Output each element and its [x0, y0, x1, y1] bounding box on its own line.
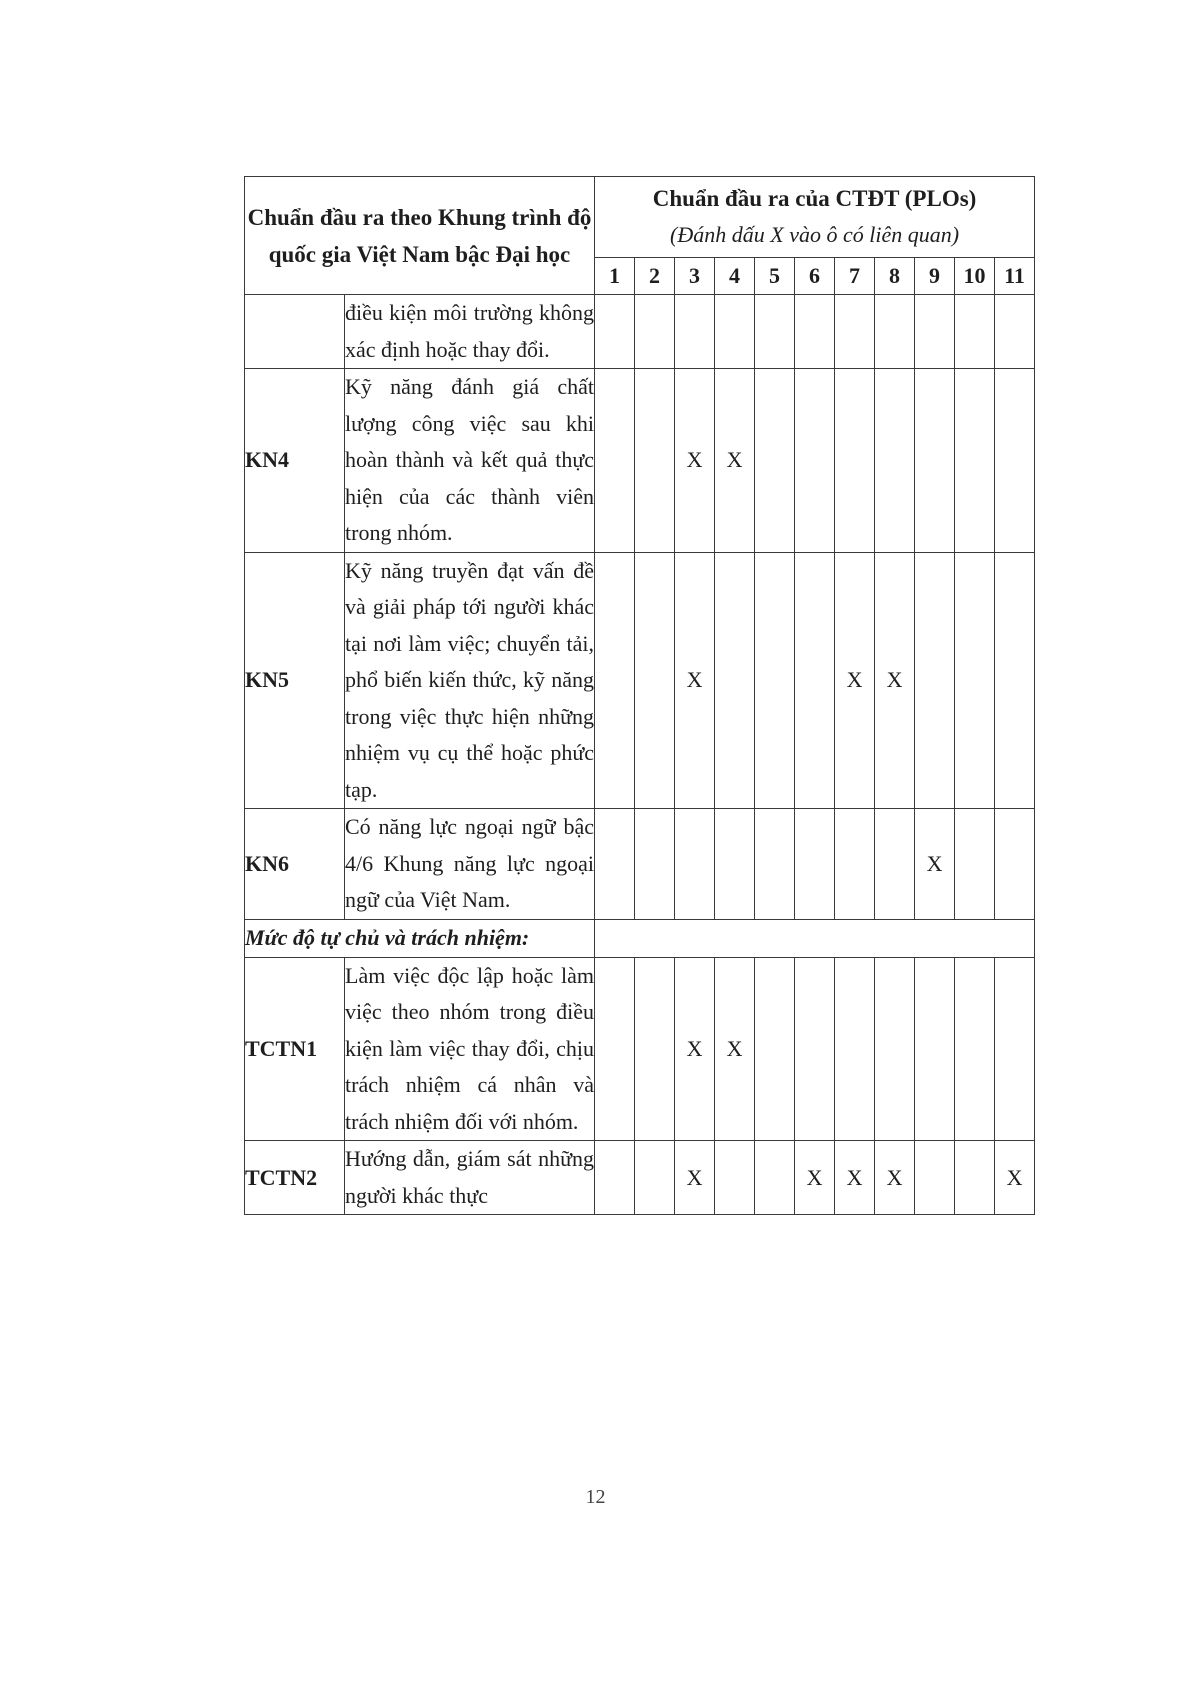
outcome-description: Kỹ năng đánh giá chất lượng công việc sau khi hoàn thành và kết quả thực hiện của các thành viên trong nhóm.: [345, 369, 595, 553]
plo-mark: [675, 809, 715, 920]
table-row: [245, 1141, 1035, 1215]
plo-mark: X: [835, 1141, 875, 1215]
plo-mark: [715, 809, 755, 920]
plo-mark: [755, 552, 795, 809]
plo-mark: [915, 1141, 955, 1215]
plo-mark: [835, 369, 875, 553]
plo-mark: [595, 369, 635, 553]
outcome-code: KN4: [245, 369, 345, 553]
plo-mark: [915, 369, 955, 553]
plo-mark: [795, 552, 835, 809]
plo-mark: X: [995, 1141, 1035, 1215]
outcome-description: Hướng dẫn, giám sát những người khác thực: [345, 1141, 595, 1215]
table-row: [245, 957, 1035, 1141]
plo-mark: [995, 957, 1035, 1141]
plo-header-subtitle: (Đánh dấu X vào ô có liên quan): [670, 222, 960, 247]
plo-mark: [835, 295, 875, 369]
section-heading: Mức độ tự chủ và trách nhiệm:: [245, 919, 595, 957]
outcome-description: Có năng lực ngoại ngữ bậc 4/6 Khung năng lực ngoại ngữ của Việt Nam.: [345, 809, 595, 920]
plo-mark: X: [715, 369, 755, 553]
plo-mark: [875, 957, 915, 1141]
plo-mark: [635, 809, 675, 920]
plo-mark: [595, 957, 635, 1141]
plo-mark: [875, 809, 915, 920]
plo-number: 11: [995, 258, 1035, 295]
plo-number: 9: [915, 258, 955, 295]
plo-mark: X: [915, 809, 955, 920]
plo-mark: [955, 809, 995, 920]
outcome-description: điều kiện môi trường không xác định hoặc thay đổi.: [345, 295, 595, 369]
plo-number: 8: [875, 258, 915, 295]
plo-mark: [915, 552, 955, 809]
plo-mark: [875, 295, 915, 369]
plo-mark: [635, 369, 675, 553]
plo-mark: [635, 552, 675, 809]
plo-mark: [595, 809, 635, 920]
plo-mark: [995, 369, 1035, 553]
table-row: [245, 552, 1035, 809]
plo-mark: [635, 1141, 675, 1215]
plo-mark: X: [875, 552, 915, 809]
plo-mark: [795, 809, 835, 920]
outcome-code: [245, 295, 345, 369]
plo-mark: [795, 295, 835, 369]
plo-mark: [595, 552, 635, 809]
plo-mark: X: [835, 552, 875, 809]
plo-mark: [715, 295, 755, 369]
plo-mapping-table: [244, 176, 1035, 1215]
plo-mark: [715, 1141, 755, 1215]
table-row: [245, 369, 1035, 553]
plo-mark: [755, 369, 795, 553]
plo-mark: X: [675, 552, 715, 809]
plo-mark: [955, 1141, 995, 1215]
plo-mark: [755, 1141, 795, 1215]
plo-header: [595, 177, 1035, 258]
plo-number: 10: [955, 258, 995, 295]
plo-mark: [635, 295, 675, 369]
outcome-code: KN6: [245, 809, 345, 920]
plo-mark: [755, 957, 795, 1141]
plo-mark: [955, 957, 995, 1141]
plo-mark: [915, 295, 955, 369]
plo-number: 4: [715, 258, 755, 295]
plo-mark: X: [675, 369, 715, 553]
outcome-description: Kỹ năng truyền đạt vấn đề và giải pháp tới người khác tại nơi làm việc; chuyển tải, phổ biến kiến thức, kỹ năng trong việc thực hiện những nhiệm vụ cụ thể hoặc phức tạp.: [345, 552, 595, 809]
plo-mark: [955, 369, 995, 553]
plo-mark: [595, 1141, 635, 1215]
plo-mark: [835, 957, 875, 1141]
plo-number: 6: [795, 258, 835, 295]
plo-mark: X: [875, 1141, 915, 1215]
plo-mark: [755, 295, 795, 369]
plo-mark: X: [675, 1141, 715, 1215]
plo-mark: [675, 295, 715, 369]
outcome-code: TCTN2: [245, 1141, 345, 1215]
plo-mark: [995, 809, 1035, 920]
plo-number: 1: [595, 258, 635, 295]
outcome-code: TCTN1: [245, 957, 345, 1141]
outcome-code: KN5: [245, 552, 345, 809]
plo-mark: [795, 369, 835, 553]
plo-mark: [955, 552, 995, 809]
plo-mark: [955, 295, 995, 369]
plo-mark: [715, 552, 755, 809]
table-row: [245, 295, 1035, 369]
section-row: [245, 919, 1035, 957]
table-row: [245, 809, 1035, 920]
plo-mark: [595, 295, 635, 369]
plo-number: 7: [835, 258, 875, 295]
plo-number: 5: [755, 258, 795, 295]
outcome-description: Làm việc độc lập hoặc làm việc theo nhóm trong điều kiện làm việc thay đổi, chịu trách nhiệm cá nhân và trách nhiệm đối với nhóm.: [345, 957, 595, 1141]
plo-mark: [795, 957, 835, 1141]
plo-mark: X: [715, 957, 755, 1141]
plo-mark: [915, 957, 955, 1141]
plo-mark: X: [795, 1141, 835, 1215]
plo-number: 3: [675, 258, 715, 295]
page-number: 12: [585, 1486, 606, 1508]
plo-mark: [875, 369, 915, 553]
national-standards-header: Chuẩn đầu ra theo Khung trình độ quốc gia Việt Nam bậc Đại học: [245, 177, 595, 295]
plo-mark: [755, 809, 795, 920]
plo-mark: [635, 957, 675, 1141]
plo-header-title: Chuẩn đầu ra của CTĐT (PLOs): [652, 186, 977, 211]
plo-mark: [995, 295, 1035, 369]
plo-mark: [835, 809, 875, 920]
plo-mark: X: [675, 957, 715, 1141]
plo-mark: [995, 552, 1035, 809]
section-empty-cell: [595, 919, 1035, 957]
plo-number: 2: [635, 258, 675, 295]
